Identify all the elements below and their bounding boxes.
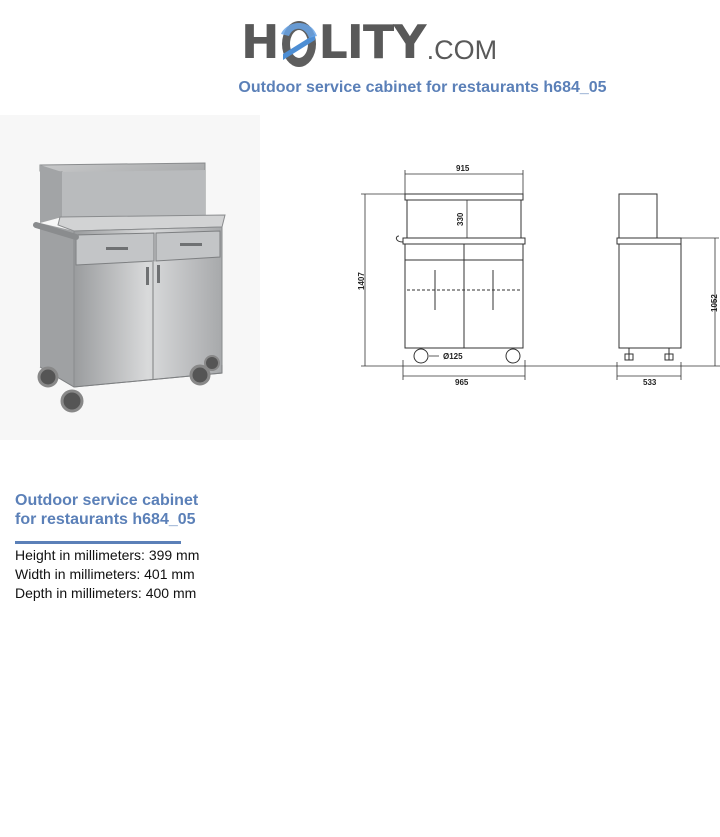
product-title-line2: for restaurants h684_05 (15, 511, 196, 528)
logo-letter-h: H (241, 15, 279, 69)
spec-height: Height in millimeters: 399 mm (15, 547, 200, 563)
logo-letters-lity: LITY (318, 15, 426, 69)
holity-logo[interactable] (241, 10, 497, 70)
dim-depth-533: 533 (643, 378, 657, 387)
page-title: Outdoor service cabinet for restaurants h684_05 (238, 79, 607, 96)
dim-side-1052: 1052 (710, 294, 719, 312)
dim-wheel-125: Ø125 (443, 352, 463, 361)
product-specs (15, 546, 199, 603)
title-divider (15, 541, 181, 544)
dim-width-915: 915 (456, 164, 470, 173)
dim-base-965: 965 (455, 378, 469, 387)
technical-drawing[interactable] (355, 150, 720, 430)
dimension-drawing (355, 150, 720, 430)
logo-domain: .COM (426, 35, 498, 65)
product-title-line1: Outdoor service cabinet (15, 492, 199, 509)
dim-height-1407: 1407 (357, 272, 366, 290)
product-title (15, 491, 215, 529)
cabinet-image (0, 115, 260, 440)
spec-width: Width in millimeters: 401 mm (15, 566, 195, 582)
dim-top-330: 330 (456, 212, 465, 226)
product-photo[interactable] (0, 115, 260, 440)
spec-depth: Depth in millimeters: 400 mm (15, 585, 197, 601)
logo-o-icon (279, 14, 319, 70)
